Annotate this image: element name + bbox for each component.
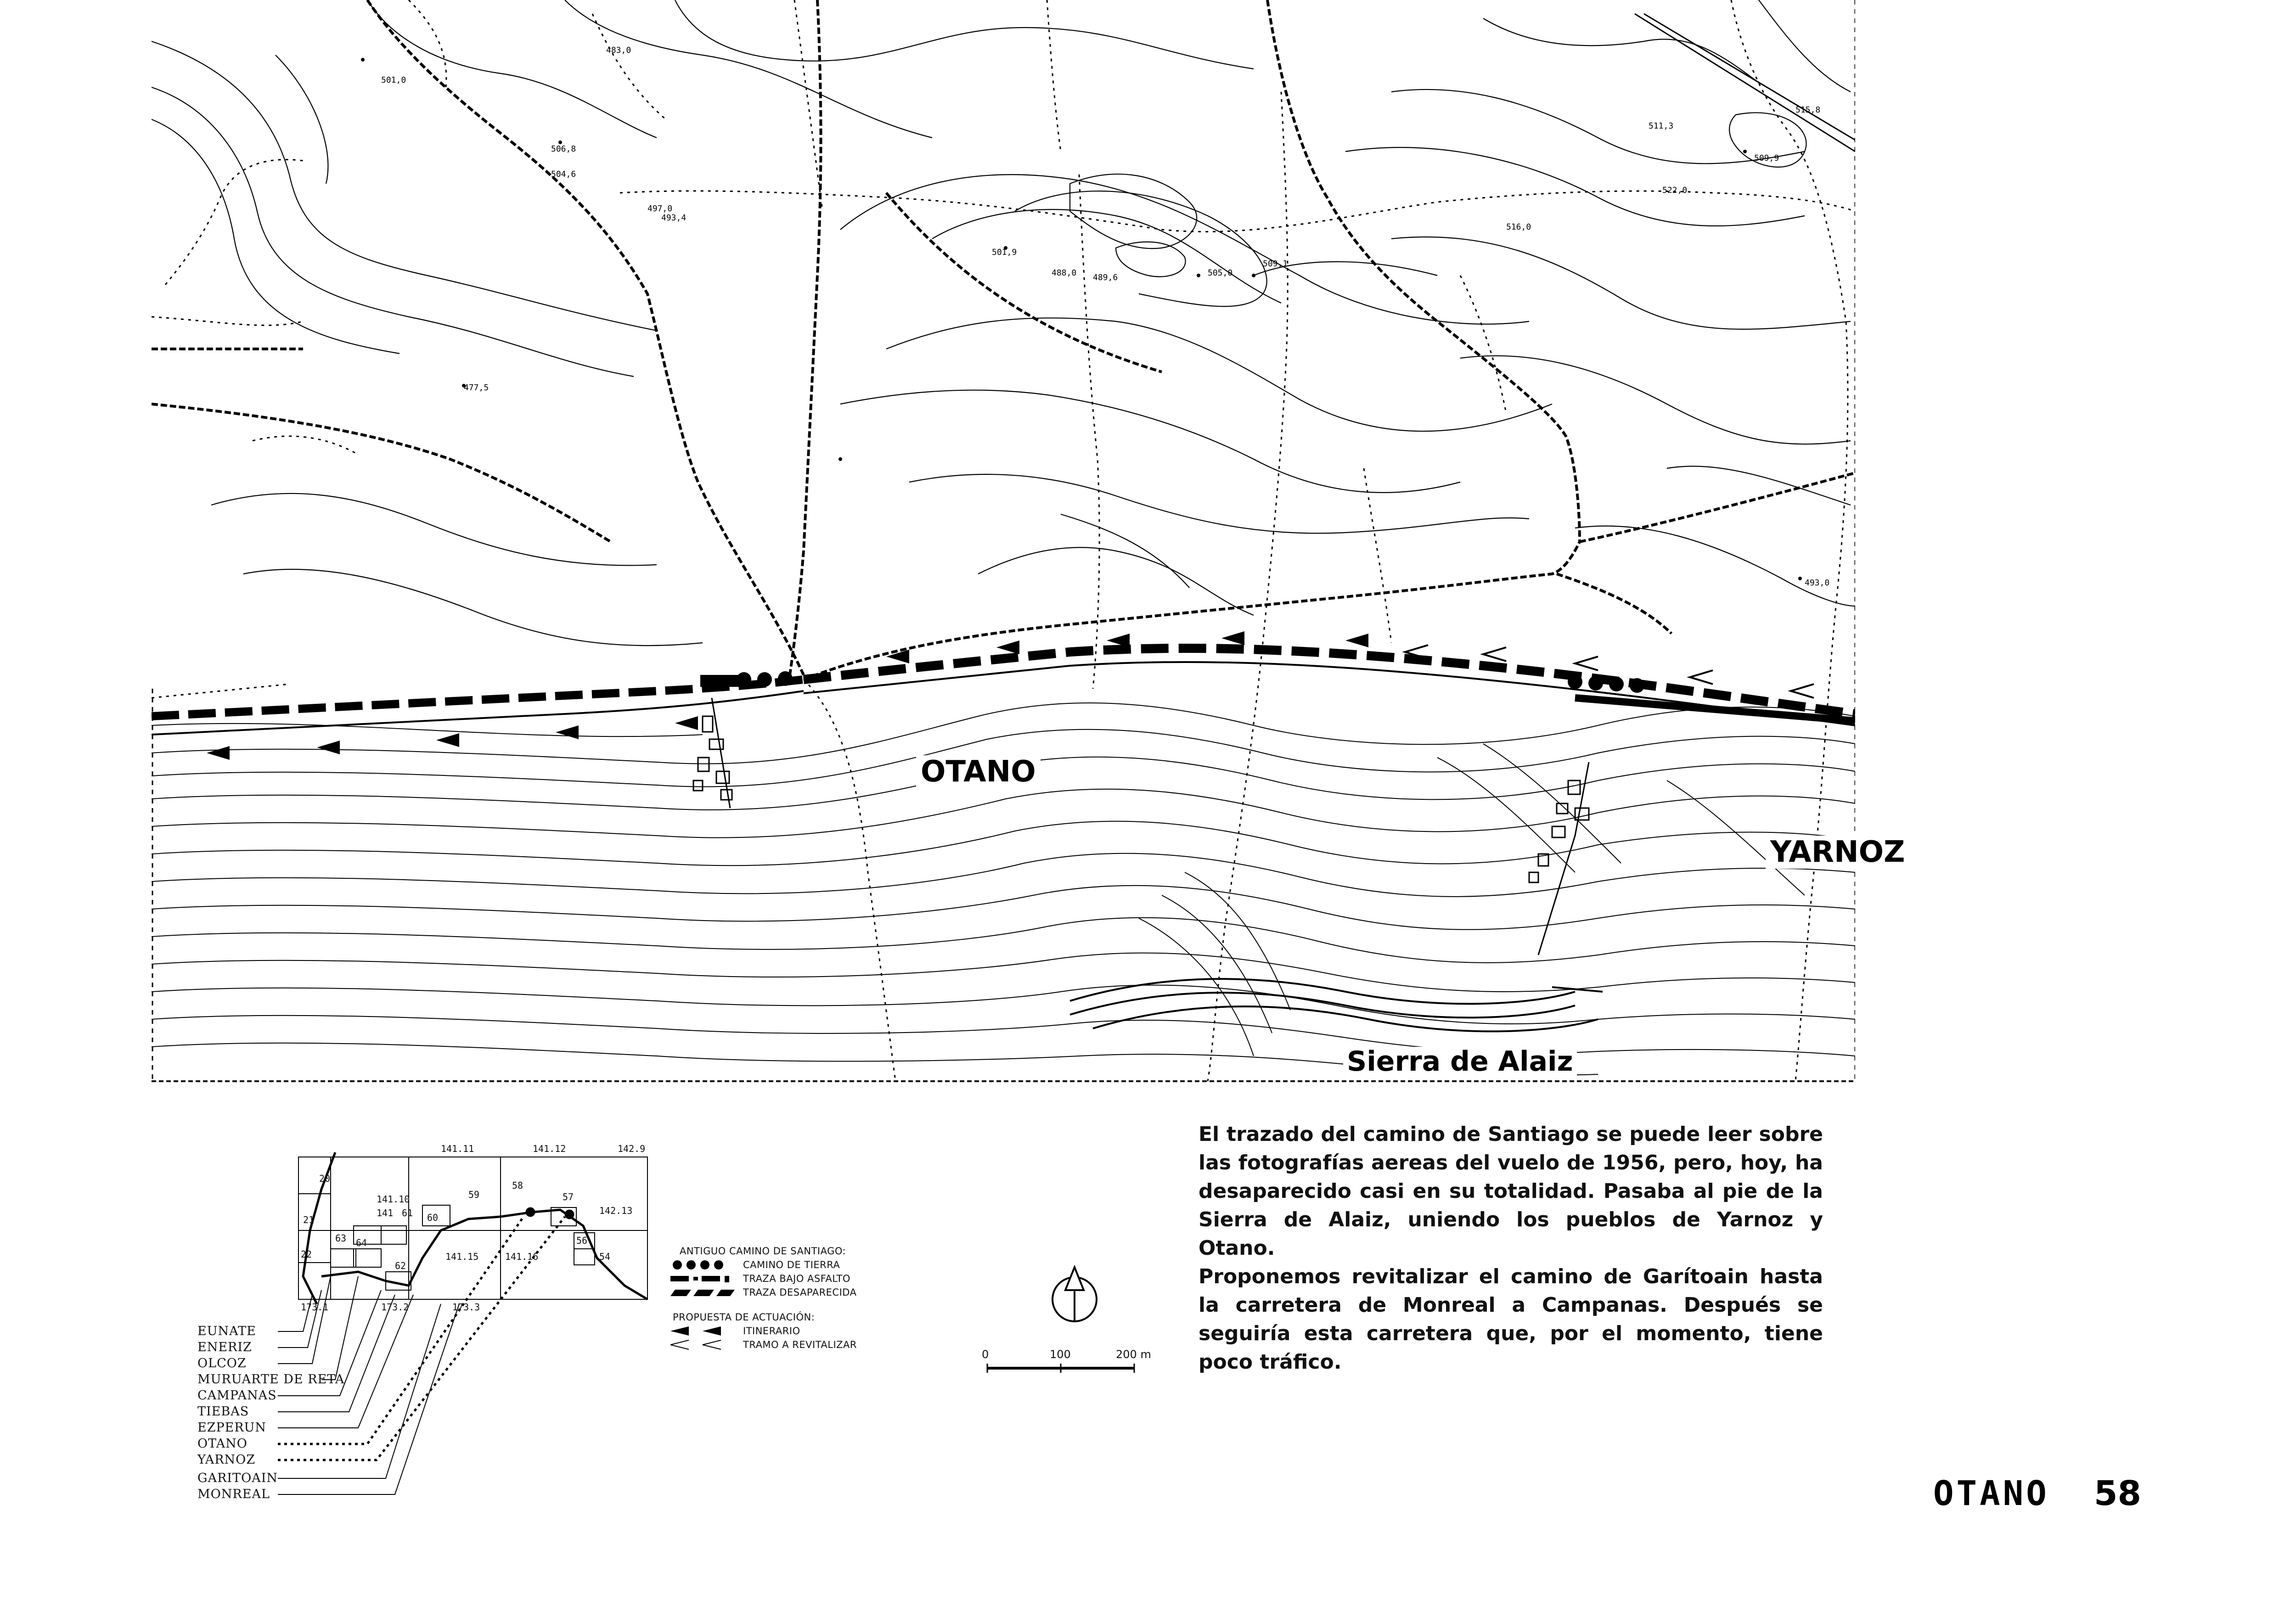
tile-label: 64 — [356, 1237, 367, 1248]
place-label-otano: OTANO — [916, 755, 1041, 788]
railway — [1635, 14, 1855, 152]
svg-text:506,8: 506,8 — [551, 144, 576, 154]
tile-label: 141.11 — [441, 1143, 474, 1154]
tile-label: 173.1 — [301, 1302, 329, 1313]
svg-text:505,0: 505,0 — [1208, 268, 1233, 278]
scale-tick-0: 0 — [982, 1348, 989, 1361]
svg-text:493,4: 493,4 — [661, 213, 687, 223]
north-arrow-icon — [1052, 1267, 1097, 1321]
tile-label: 61 — [402, 1207, 413, 1219]
tile-label: 141.10 — [377, 1194, 410, 1205]
svg-text:501,0: 501,0 — [381, 75, 406, 85]
svg-text:516,0: 516,0 — [1506, 222, 1531, 232]
map-legend — [670, 1244, 928, 1352]
dots-symbol-icon — [670, 1259, 739, 1270]
camino-route — [152, 648, 1855, 735]
town-eunate: EUNATE — [197, 1324, 256, 1338]
tile-label: 22 — [301, 1249, 312, 1260]
tile-label: 142.9 — [618, 1143, 646, 1154]
svg-text:504,6: 504,6 — [551, 169, 576, 179]
place-label-yarnoz: YARNOZ — [1766, 836, 1909, 869]
otano-village — [693, 698, 732, 808]
description-text — [1199, 1120, 1823, 1376]
place-label-sierra-de-alaiz: Sierra de Alaiz — [1343, 1047, 1577, 1076]
legend-item: TRAMO A REVITALIZAR — [670, 1338, 928, 1352]
spot-height-labels — [381, 45, 1829, 588]
arrows-open-symbol-icon — [670, 1339, 739, 1350]
north-arrow-and-scale — [978, 1258, 1153, 1377]
town-garitoain: GARITOAIN — [197, 1471, 278, 1485]
svg-text:477,5: 477,5 — [464, 383, 489, 393]
town-otano: OTANO — [197, 1437, 248, 1451]
page-number: 58 — [2094, 1474, 2141, 1513]
tile-label: 57 — [563, 1191, 574, 1202]
topographic-map[interactable] — [152, 0, 1905, 1086]
tile-label: 173.3 — [452, 1302, 480, 1313]
roads — [152, 0, 1855, 680]
scale-bar — [987, 1364, 1134, 1373]
tile-label: 173.2 — [381, 1302, 409, 1313]
index-map — [184, 1139, 661, 1520]
svg-text:488,0: 488,0 — [1052, 268, 1077, 278]
tile-label: 20 — [319, 1173, 331, 1184]
tile-label: 60 — [427, 1212, 439, 1223]
tile-label: 142.13 — [599, 1205, 633, 1216]
page-title: OTANO — [1933, 1474, 2049, 1513]
town-ezperun: EZPERUN — [197, 1421, 267, 1435]
town-monreal: MONREAL — [197, 1487, 270, 1501]
tile-label: 59 — [468, 1189, 480, 1200]
description-paragraph: Proponemos revitalizar el camino de Garítoain hasta la carretera de Monreal a Campanas. Después se seguiría esta carretera que, por el momento, tiene poco tráfico. — [1199, 1265, 1823, 1374]
svg-text:522,0: 522,0 — [1662, 185, 1688, 195]
scale-tick-200: 200 m — [1116, 1348, 1151, 1361]
index-grid — [298, 1157, 647, 1299]
svg-text:515,8: 515,8 — [1795, 105, 1821, 115]
legend-item: CAMINO DE TIERRA — [670, 1258, 928, 1272]
dash-dot-symbol-icon — [670, 1273, 739, 1284]
legend-item: TRAZA BAJO ASFALTO — [670, 1272, 928, 1286]
town-eneriz: ENERIZ — [197, 1340, 252, 1354]
north-contours — [152, 0, 1855, 646]
svg-text:493,0: 493,0 — [1805, 578, 1830, 588]
tile-label: 56 — [576, 1235, 588, 1246]
description-paragraph: El trazado del camino de Santiago se puede leer sobre las fotografías aereas del vuelo de 1956, pero, hoy, ha desaparecido casi en su totalidad. Pasaba al pie de la Sierra de Alaiz, uniendo los pueblos de Yarnoz y Otano. — [1199, 1123, 1823, 1260]
svg-text:497,0: 497,0 — [647, 204, 673, 213]
town-muruarte-de-reta: MURUARTE DE RETA — [197, 1372, 345, 1387]
tile-label: 21 — [303, 1214, 315, 1225]
town-campanas: CAMPANAS — [197, 1388, 277, 1403]
tile-label: 141 — [377, 1207, 394, 1219]
tile-label: 63 — [335, 1233, 347, 1244]
tile-label: 62 — [395, 1260, 406, 1271]
legend-item: ITINERARIO — [670, 1324, 928, 1338]
town-olcoz: OLCOZ — [197, 1356, 247, 1370]
tile-label: 141.16 — [505, 1251, 539, 1262]
arrows-solid-symbol-icon — [670, 1325, 739, 1337]
legend-heading-old-route: ANTIGUO CAMINO DE SANTIAGO: — [680, 1246, 846, 1257]
tile-label: 141.12 — [533, 1143, 566, 1154]
svg-text:511,3: 511,3 — [1649, 121, 1674, 131]
legend-heading-proposal: PROPUESTA DE ACTUACIÓN: — [673, 1312, 815, 1323]
svg-text:509,1: 509,1 — [1263, 259, 1288, 269]
svg-text:501,9: 501,9 — [992, 247, 1017, 257]
slashes-symbol-icon — [670, 1287, 739, 1298]
route-open-arrows — [1405, 645, 1814, 698]
svg-text:489,6: 489,6 — [1093, 273, 1118, 282]
tile-label: 58 — [512, 1180, 523, 1191]
svg-text:483,0: 483,0 — [606, 45, 631, 55]
svg-text:509,9: 509,9 — [1754, 153, 1779, 163]
legend-item: TRAZA DESAPARECIDA — [670, 1286, 928, 1299]
tile-label: 54 — [599, 1251, 611, 1262]
boundary-lines — [152, 0, 1855, 1081]
scale-tick-100: 100 — [1050, 1348, 1071, 1361]
town-tiebas: TIEBAS — [197, 1404, 249, 1419]
tile-label: 141.15 — [445, 1251, 479, 1262]
town-yarnoz: YARNOZ — [197, 1453, 256, 1467]
